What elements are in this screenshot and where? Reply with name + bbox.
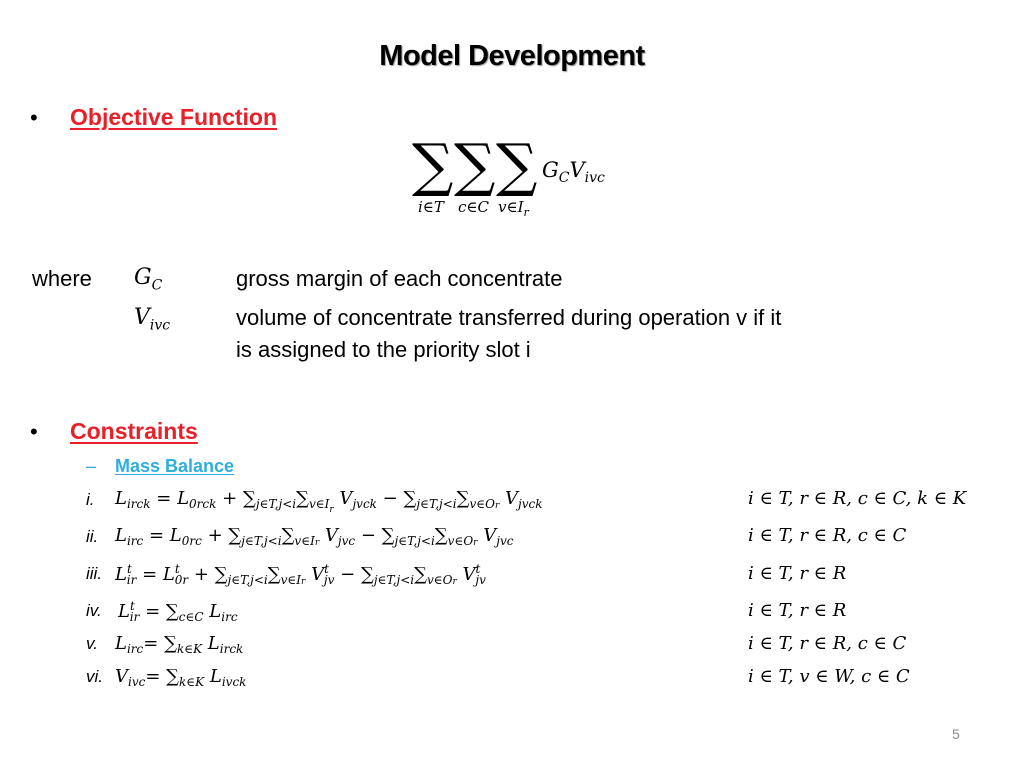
constraint-range: i ∈ T, r ∈ R, c ∈ C bbox=[748, 633, 907, 654]
symbol-vivc: $V_{ivc}$ bbox=[134, 305, 171, 334]
constraint-number: v. bbox=[86, 634, 98, 653]
bullet: • bbox=[30, 419, 38, 444]
constraints-heading: Constraints bbox=[70, 418, 198, 444]
objective-formula bbox=[412, 131, 632, 226]
sum-limit-v: $v\in I_r$ bbox=[498, 198, 529, 219]
page-number: 5 bbox=[952, 726, 960, 742]
constraint-range: i ∈ T, r ∈ R bbox=[748, 563, 847, 584]
sum-symbol: ∑ bbox=[496, 131, 538, 199]
constraint-equation: $L_{irc} = L_{0rc} + \sum_{j\in T,j<i}\sum_{v\in Ir}$ $V_{jvc} - \sum_{j\in T,j<i}\sum_{v\in Or}$ $V_{jvc}$ bbox=[115, 525, 514, 548]
constraint-range: i ∈ T, r ∈ R, c ∈ C bbox=[748, 525, 907, 546]
constraint-number: iv. bbox=[86, 601, 102, 620]
mass-balance-heading: Mass Balance bbox=[115, 456, 235, 476]
bullet: • bbox=[30, 105, 38, 130]
sum-symbol: ∑ bbox=[454, 131, 496, 199]
definition-gc: gross margin of each concentrate bbox=[236, 266, 563, 291]
objective-term: $G_CV_{ivc}$ bbox=[542, 158, 605, 187]
page-title: Model Development bbox=[379, 40, 645, 72]
constraint-range: i ∈ T, r ∈ R bbox=[748, 600, 847, 621]
constraint-equation: $V_{ivc}= \sum_{k\in K}$ $L_{ivck}$ bbox=[115, 666, 247, 689]
definition-vivc-line2: is assigned to the priority slot i bbox=[236, 337, 531, 362]
sum-symbol: ∑ bbox=[412, 131, 454, 199]
constraint-number: vi. bbox=[86, 667, 103, 686]
constraint-range: i ∈ T, r ∈ R, c ∈ C, k ∈ K bbox=[748, 488, 967, 509]
objective-heading: Objective Function bbox=[70, 104, 278, 130]
constraint-equation: $L_{irck} = L_{0rck} + \sum_{j\in T,j<i}\sum_{v\in I_r}$ $V_{jvck} - \sum_{j\in T,j<i}\sum_{v\in Or}$ $V_{jvck}$ bbox=[115, 488, 543, 515]
sum-limit-c: c∈C bbox=[458, 198, 489, 216]
constraint-number: iii. bbox=[86, 564, 103, 583]
constraint-number: ii. bbox=[86, 527, 99, 546]
definition-vivc-line1: volume of concentrate transferred during operation v if it bbox=[236, 305, 782, 330]
constraint-range: i ∈ T, v ∈ W, c ∈ C bbox=[748, 666, 910, 687]
constraint-equation: $L^t_{ir} = L^t_{0r} + \sum_{j\in T,j<i}\sum_{v\in Ir}$ $V^t_{jv} - \sum_{j\in T,j<i}\sum_{v\in Or}$ $V^t_{jv}$ bbox=[115, 562, 486, 587]
constraint-number: i. bbox=[86, 490, 95, 509]
where-label: where bbox=[32, 266, 92, 291]
symbol-gc: $G_C$ bbox=[134, 265, 163, 294]
constraint-equation: $L^t_{ir} = \sum_{c\in C}$ $L_{irc}$ bbox=[118, 599, 238, 624]
sub-dash: – bbox=[86, 456, 97, 476]
sum-limit-i: i∈T bbox=[418, 198, 444, 216]
constraint-equation: $L_{irc}= \sum_{k\in K}$ $L_{irck}$ bbox=[115, 633, 244, 656]
